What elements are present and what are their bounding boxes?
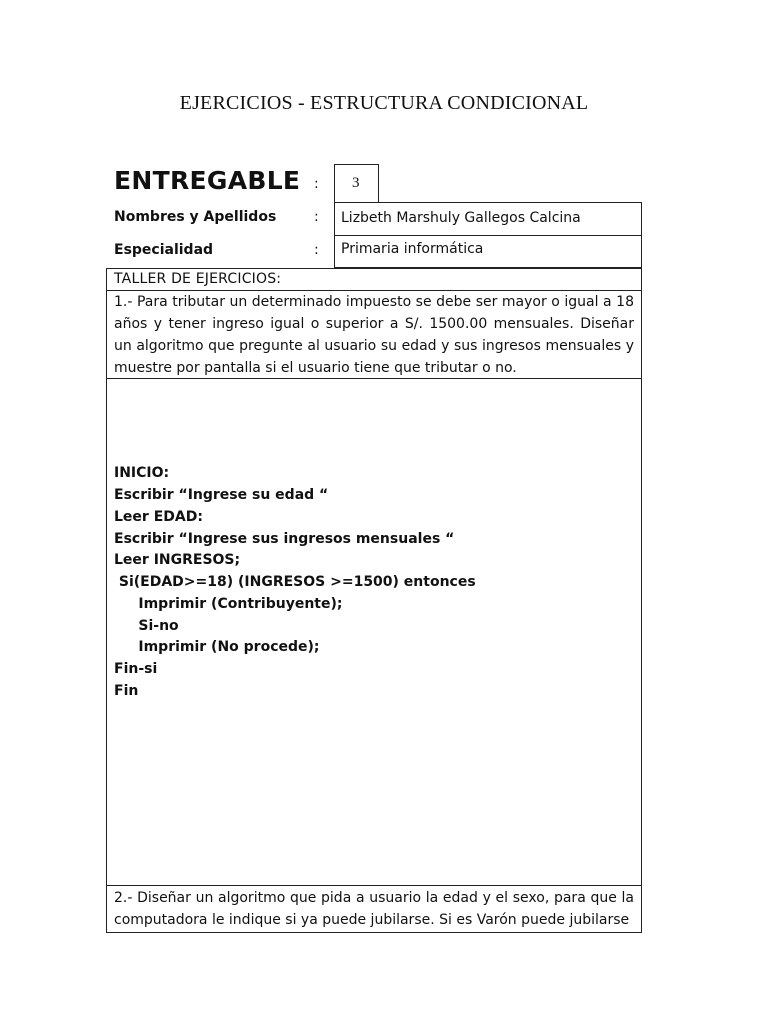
algorithm-line: Fin	[114, 683, 139, 699]
algorithm-line: Leer INGRESOS;	[114, 552, 241, 568]
document-title: EJERCICIOS - ESTRUCTURA CONDICIONAL	[179, 92, 589, 114]
exercise-1-answer	[107, 379, 641, 886]
names-colon: :	[314, 209, 319, 225]
algorithm-line: Imprimir (Contribuyente);	[114, 596, 343, 612]
algorithm-line: Leer EDAD:	[114, 509, 203, 525]
algorithm-line: INICIO:	[114, 465, 170, 481]
exercises-table	[106, 268, 642, 933]
algorithm-line: Escribir “Ingrese su edad “	[114, 487, 329, 503]
algorithm-line: Si-no	[114, 618, 179, 634]
specialty-label: Especialidad	[114, 242, 214, 258]
algorithm-line: Si(EDAD>=18) (INGRESOS >=1500) entonces	[114, 574, 476, 590]
specialty-colon: :	[314, 242, 319, 258]
specialty-value: Primaria informática	[334, 235, 642, 268]
entregable-colon: :	[314, 176, 319, 192]
names-label: Nombres y Apellidos	[114, 209, 277, 225]
workshop-header: TALLER DE EJERCICIOS:	[107, 269, 641, 291]
algorithm-line: Imprimir (No procede);	[114, 639, 320, 655]
entregable-label: ENTREGABLE	[114, 166, 301, 195]
entregable-number: 3	[334, 164, 379, 202]
names-value: Lizbeth Marshuly Gallegos Calcina	[334, 202, 642, 236]
exercise-1-statement: 1.- Para tributar un determinado impuesto se debe ser mayor o igual a 18 años y tener ingreso igual o superior a S/. 1500.00 mensuales. Diseñar un algoritmo que pregunte al usuario su edad y sus ingresos mensuales y muestre por pantalla si el usuario tiene que tributar o no.	[107, 291, 641, 379]
algorithm-line: Fin-si	[114, 661, 158, 677]
exercise-2-statement: 2.- Diseñar un algoritmo que pida a usuario la edad y el sexo, para que la computadora le indique si ya puede jubilarse. Si es Varón puede jubilarse	[114, 890, 634, 928]
algorithm-line: Escribir “Ingrese sus ingresos mensuales “	[114, 531, 455, 547]
